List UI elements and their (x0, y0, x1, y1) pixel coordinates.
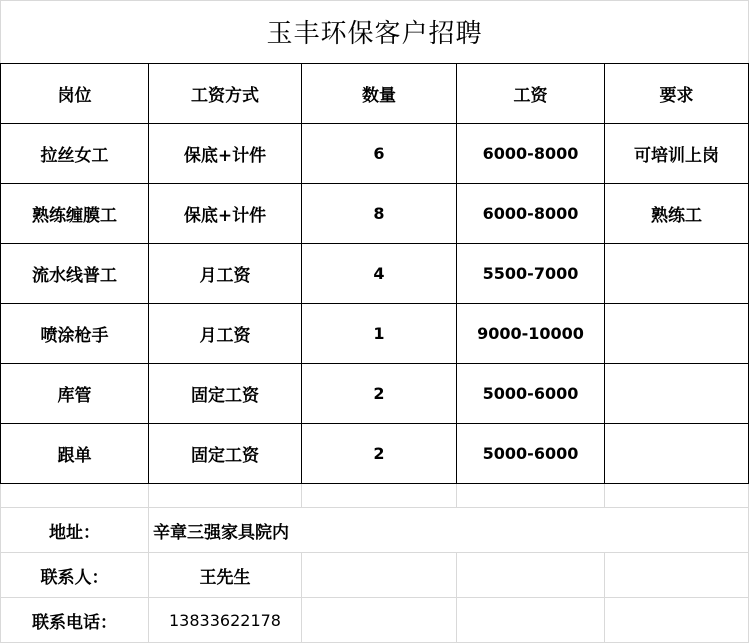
table-row-pay-method: 保底+计件 (183, 146, 267, 166)
table-row-requirement: 熟练工 (651, 206, 702, 226)
table-row-position: 喷涂枪手 (40, 326, 109, 346)
header-position: 岗位 (57, 86, 92, 106)
table-row-salary: 6000-8000 (482, 144, 579, 163)
contact-value: 王先生 (199, 567, 251, 588)
address-label: 地址： (49, 522, 100, 543)
table-row-pay-method: 固定工资 (191, 446, 259, 466)
table-row-count: 1 (373, 324, 385, 343)
table-row-pay-method: 固定工资 (191, 386, 259, 406)
phone-label: 联系电话： (32, 612, 117, 633)
phone-value: 13833622178 (169, 610, 281, 630)
table-row-position: 熟练缠膜工 (32, 206, 117, 226)
header-count: 数量 (362, 86, 396, 106)
address-value: 辛章三强家具院内 (153, 522, 289, 543)
table-row-position: 拉丝女工 (40, 146, 109, 166)
table-row-count: 6 (373, 144, 385, 163)
table-row-pay-method: 保底+计件 (183, 206, 267, 226)
table-row-count: 4 (373, 264, 385, 283)
table-row-requirement (605, 364, 748, 423)
table-row-requirement (605, 424, 748, 483)
table-row-count: 8 (373, 204, 385, 223)
header-salary: 工资 (513, 86, 548, 106)
contact-label: 联系人： (40, 567, 109, 588)
table-row-pay-method: 月工资 (199, 266, 251, 286)
table-row-position: 流水线普工 (32, 266, 117, 286)
table-row-count: 2 (373, 444, 385, 463)
table-row-pay-method: 月工资 (199, 326, 251, 346)
table-row-salary: 6000-8000 (482, 204, 579, 223)
table-row-requirement (605, 304, 748, 363)
page-title: 玉丰环保客户招聘 (266, 19, 483, 49)
header-requirement: 要求 (659, 86, 694, 106)
table-row-salary: 9000-10000 (477, 324, 584, 343)
table-row-salary: 5000-6000 (482, 444, 579, 463)
table-row-salary: 5000-6000 (482, 384, 579, 403)
table-row-requirement: 可培训上岗 (634, 146, 719, 166)
table-row-position: 跟单 (57, 446, 92, 466)
table-row-position: 库管 (57, 386, 92, 406)
table-row-requirement (605, 244, 748, 303)
table-row-salary: 5500-7000 (482, 264, 579, 283)
header-pay-method: 工资方式 (191, 86, 259, 106)
table-row-count: 2 (373, 384, 385, 403)
